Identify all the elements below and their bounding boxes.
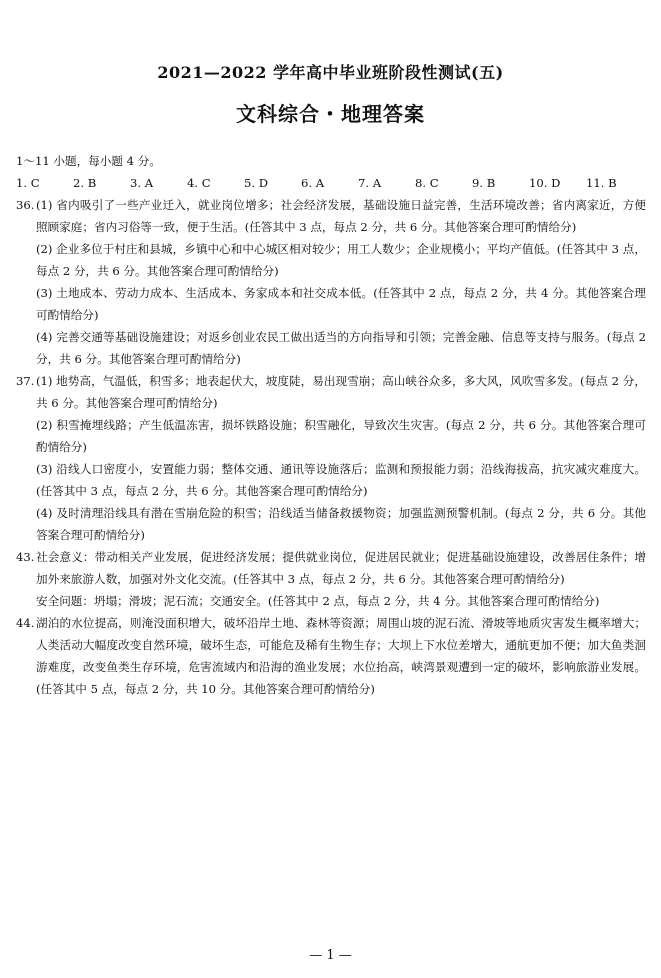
answer-part: 安全问题：坍塌；滑坡；泥石流；交通安全。(任答其中 2 点，每点 2 分，共 4 分。其他答案合理可酌情给分) [36, 594, 600, 608]
choice-answers [16, 172, 646, 194]
choice-intro: 1～11 小题，每小题 4 分。 [16, 154, 161, 168]
question-43 [16, 546, 646, 612]
answer-part: (2) 积雪掩埋线路；产生低温冻害，损坏铁路设施；积雪融化，导致次生灾害。(每点 2 分，共 6 分。其他答案合理可酌情给分) [36, 418, 646, 454]
choice-answer: 5. D [244, 176, 269, 190]
choice-answer: 3. A [130, 176, 154, 190]
choice-answer: 7. A [358, 176, 382, 190]
choice-answer: 2. B [73, 176, 97, 190]
answer-part: 社会意义：带动相关产业发展，促进经济发展；提供就业岗位，促进居民就业；促进基础设施建设，改善居住条件；增加外来旅游人数，加强对外文化交流。(任答其中 3 点，每点 2 分，共 6 分。其他答案合理可酌情给分) [36, 550, 646, 586]
choice-answer: 11. B [586, 176, 617, 190]
question-37 [16, 370, 646, 546]
answer-part: (3) 土地成本、劳动力成本、生活成本、务家成本和社交成本低。(任答其中 2 点，每点 2 分，共 4 分。其他答案合理可酌情给分) [36, 286, 646, 322]
answer-part: (1) 省内吸引了一些产业迁入，就业岗位增多；社会经济发展，基础设施日益完善，生活环境改善；省内离家近，方便照顾家庭；省内习俗等一致，便于生活。(任答其中 3 点，每点 2 分，共 6 分。其他答案合理可酌情给分) [36, 198, 646, 234]
page-number: — 1 — [309, 948, 352, 963]
question-36 [16, 194, 646, 370]
question-number: 43. [16, 550, 35, 564]
choice-answer: 1. C [16, 176, 40, 190]
choice-answer: 9. B [472, 176, 496, 190]
question-number: 36. [16, 198, 35, 212]
question-44 [16, 612, 646, 700]
choice-answer: 10. D [529, 176, 561, 190]
question-number: 44. [16, 616, 35, 630]
answer-part: (2) 企业多位于村庄和县城，乡镇中心和中心城区相对较少；用工人数少；企业规模小；平均产值低。(任答其中 3 点，每点 2 分，共 6 分。其他答案合理可酌情给分) [36, 242, 646, 278]
choice-answer: 6. A [301, 176, 325, 190]
answer-content [16, 150, 646, 700]
choice-answer: 4. C [187, 176, 211, 190]
subject-title: 文科综合・地理答案 [236, 102, 425, 126]
answer-part: (4) 及时清理沿线具有潜在雪崩危险的积雪；沿线适当储备救援物资；加强监测预警机制。(每点 2 分，共 6 分。其他答案合理可酌情给分) [36, 506, 646, 542]
answer-part: (4) 完善交通等基础设施建设；对返乡创业农民工做出适当的方向指导和引领；完善金融、信息等支持与服务。(每点 2 分，共 6 分。其他答案合理可酌情给分) [36, 330, 646, 366]
answer-part: 湖泊的水位提高，则淹没面积增大，破坏沿岸土地、森林等资源；周围山坡的泥石流、滑坡等地质灾害发生概率增大；人类活动大幅度改变自然环境，破坏生态，可能危及稀有生物生存；大坝上下水位差增大，通航更加不便；加大鱼类洄游难度，改变鱼类生存环境，危害流域内和沿海的渔业发展；水位抬高，峡湾景观遭到一定的破坏，影响旅游业发展。(任答其中 5 点，每点 2 分，共 10 分。其他答案合理可酌情给分) [36, 616, 646, 696]
choice-answer: 8. C [415, 176, 439, 190]
exam-title: 2021—2022 学年高中毕业班阶段性测试(五) [157, 63, 504, 82]
answer-part: (1) 地势高，气温低，积雪多；地表起伏大，坡度陡，易出现雪崩；高山峡谷众多，多大风，风吹雪多发。(每点 2 分，共 6 分。其他答案合理可酌情给分) [36, 374, 646, 410]
question-number: 37. [16, 374, 35, 388]
answer-part: (3) 沿线人口密度小，安置能力弱；整体交通、通讯等设施落后；监测和预报能力弱；沿线海拔高，抗灾减灾难度大。(任答其中 3 点，每点 2 分，共 6 分。其他答案合理可酌情给分) [36, 462, 646, 498]
